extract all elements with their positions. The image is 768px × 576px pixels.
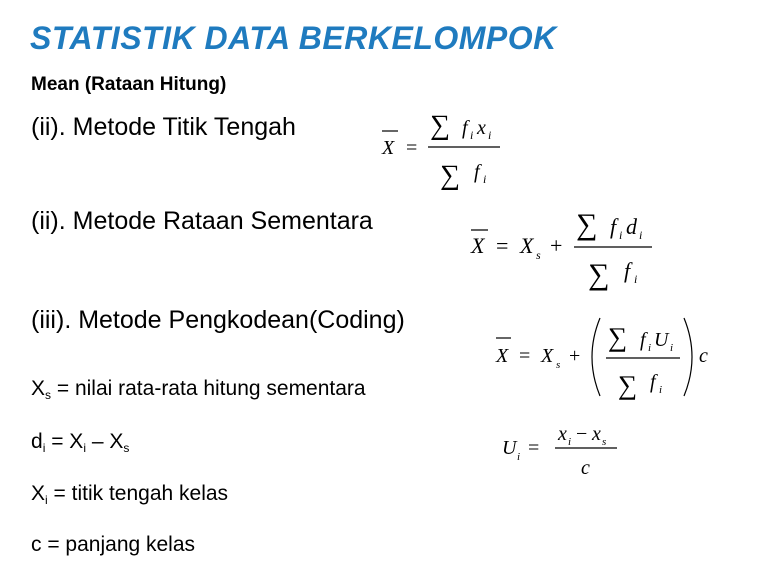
definition-di-sub3: s <box>123 441 130 455</box>
definition-xi-text: = titik tengah kelas <box>47 482 229 505</box>
formula-assumed-mean-num-d: d <box>626 214 637 239</box>
formula-assumed-mean-den-sigma: ∑ <box>588 258 610 291</box>
formula-assumed-mean-xs-sub: s <box>536 248 541 262</box>
formula-coding-lhs: X <box>496 345 509 367</box>
formula-assumed-mean-num-f: f <box>610 214 617 239</box>
formula-midpoint <box>376 104 511 190</box>
formula-coding-right-paren <box>684 318 692 396</box>
formula-midpoint-den-sigma: ∑ <box>440 160 460 191</box>
definition-di-sub: i <box>42 441 46 455</box>
formula-ui-num-x2: x <box>592 423 601 445</box>
formula-midpoint-num-x-sub: i <box>488 128 492 142</box>
formula-assumed-mean-den-f: f <box>624 258 631 283</box>
formula-coding-num-sigma: ∑ <box>608 322 628 352</box>
formula-coding-num-u: U <box>654 329 669 351</box>
definition-xs <box>31 377 366 402</box>
formula-ui-lhs: U <box>502 437 517 459</box>
page-title: STATISTIK DATA BERKELOMPOK <box>30 20 557 56</box>
formula-coding-den-f: f <box>650 371 656 393</box>
definition-di <box>31 430 129 455</box>
formula-coding-c: c <box>699 345 708 367</box>
formula-midpoint-den-f: f <box>474 161 480 183</box>
formula-assumed-mean-num-f-sub: i <box>619 228 623 242</box>
formula-midpoint-den-f-sub: i <box>483 172 487 186</box>
definition-di-symbol: d <box>31 430 43 453</box>
formula-assumed-mean-xs: X <box>520 233 534 258</box>
formula-midpoint-equals: = <box>406 137 418 159</box>
formula-assumed-mean-lhs: X <box>471 233 485 258</box>
formula-coding-den-f-sub: i <box>659 384 663 396</box>
formula-coding-xs: X <box>541 345 554 367</box>
formula-ui-equals: = <box>528 437 540 459</box>
formula-midpoint-num-x: x <box>477 117 486 139</box>
formula-coding-den-sigma: ∑ <box>618 370 638 400</box>
definition-c <box>31 533 195 557</box>
formula-coding-num-u-sub: i <box>670 342 674 354</box>
formula-coding-plus: + <box>569 345 581 367</box>
definition-xi-symbol: X <box>31 482 46 505</box>
definition-xi-sub: i <box>45 493 48 507</box>
definition-di-end: – X <box>85 430 124 453</box>
definition-xi <box>31 482 228 507</box>
formula-coding-left-paren <box>592 318 600 396</box>
formula-assumed-mean-num-d-sub: i <box>639 228 643 242</box>
definition-xs-sub: s <box>45 388 52 402</box>
definition-di-sub2: i <box>83 441 86 455</box>
formula-ui-den: c <box>581 457 590 479</box>
formula-midpoint-num-f-sub: i <box>470 128 474 142</box>
method-coding-label: (iii). Metode Pengkodean(Coding) <box>31 306 405 334</box>
formula-ui-num-x2-sub: s <box>602 436 607 448</box>
formula-assumed-mean-num-sigma: ∑ <box>576 208 598 241</box>
definition-xs-symbol: X <box>31 377 46 400</box>
formula-ui-num-x1-sub: i <box>568 436 572 448</box>
formula-coding-num-f: f <box>640 329 646 351</box>
formula-assumed-mean-equals: = <box>496 233 509 258</box>
formula-assumed-mean <box>464 200 664 290</box>
definition-di-mid: = X <box>45 430 84 453</box>
formula-coding-xs-sub: s <box>556 359 561 371</box>
formula-coding-equals: = <box>519 345 531 367</box>
method-midpoint-label: (ii). Metode Titik Tengah <box>31 113 296 141</box>
formula-ui-minus: − <box>576 423 588 445</box>
formula-coding <box>490 312 720 404</box>
formula-coding-num-f-sub: i <box>648 342 652 354</box>
definition-xs-text: = nilai rata-rata hitung sementara <box>51 377 366 400</box>
formula-ui-num-x1: x <box>558 423 567 445</box>
formula-midpoint-num-f: f <box>462 117 468 139</box>
formula-assumed-mean-den-f-sub: i <box>634 272 638 286</box>
formula-assumed-mean-plus: + <box>550 233 563 258</box>
section-subtitle: Mean (Rataan Hitung) <box>31 74 227 95</box>
formula-ui-lhs-sub: i <box>517 451 521 463</box>
formula-ui <box>496 420 626 484</box>
definition-c-text: c = panjang kelas <box>31 533 196 556</box>
formula-midpoint-num-sigma: ∑ <box>430 110 450 141</box>
method-assumed-mean-label: (ii). Metode Rataan Sementara <box>31 207 373 235</box>
formula-midpoint-lhs: X <box>382 137 395 159</box>
